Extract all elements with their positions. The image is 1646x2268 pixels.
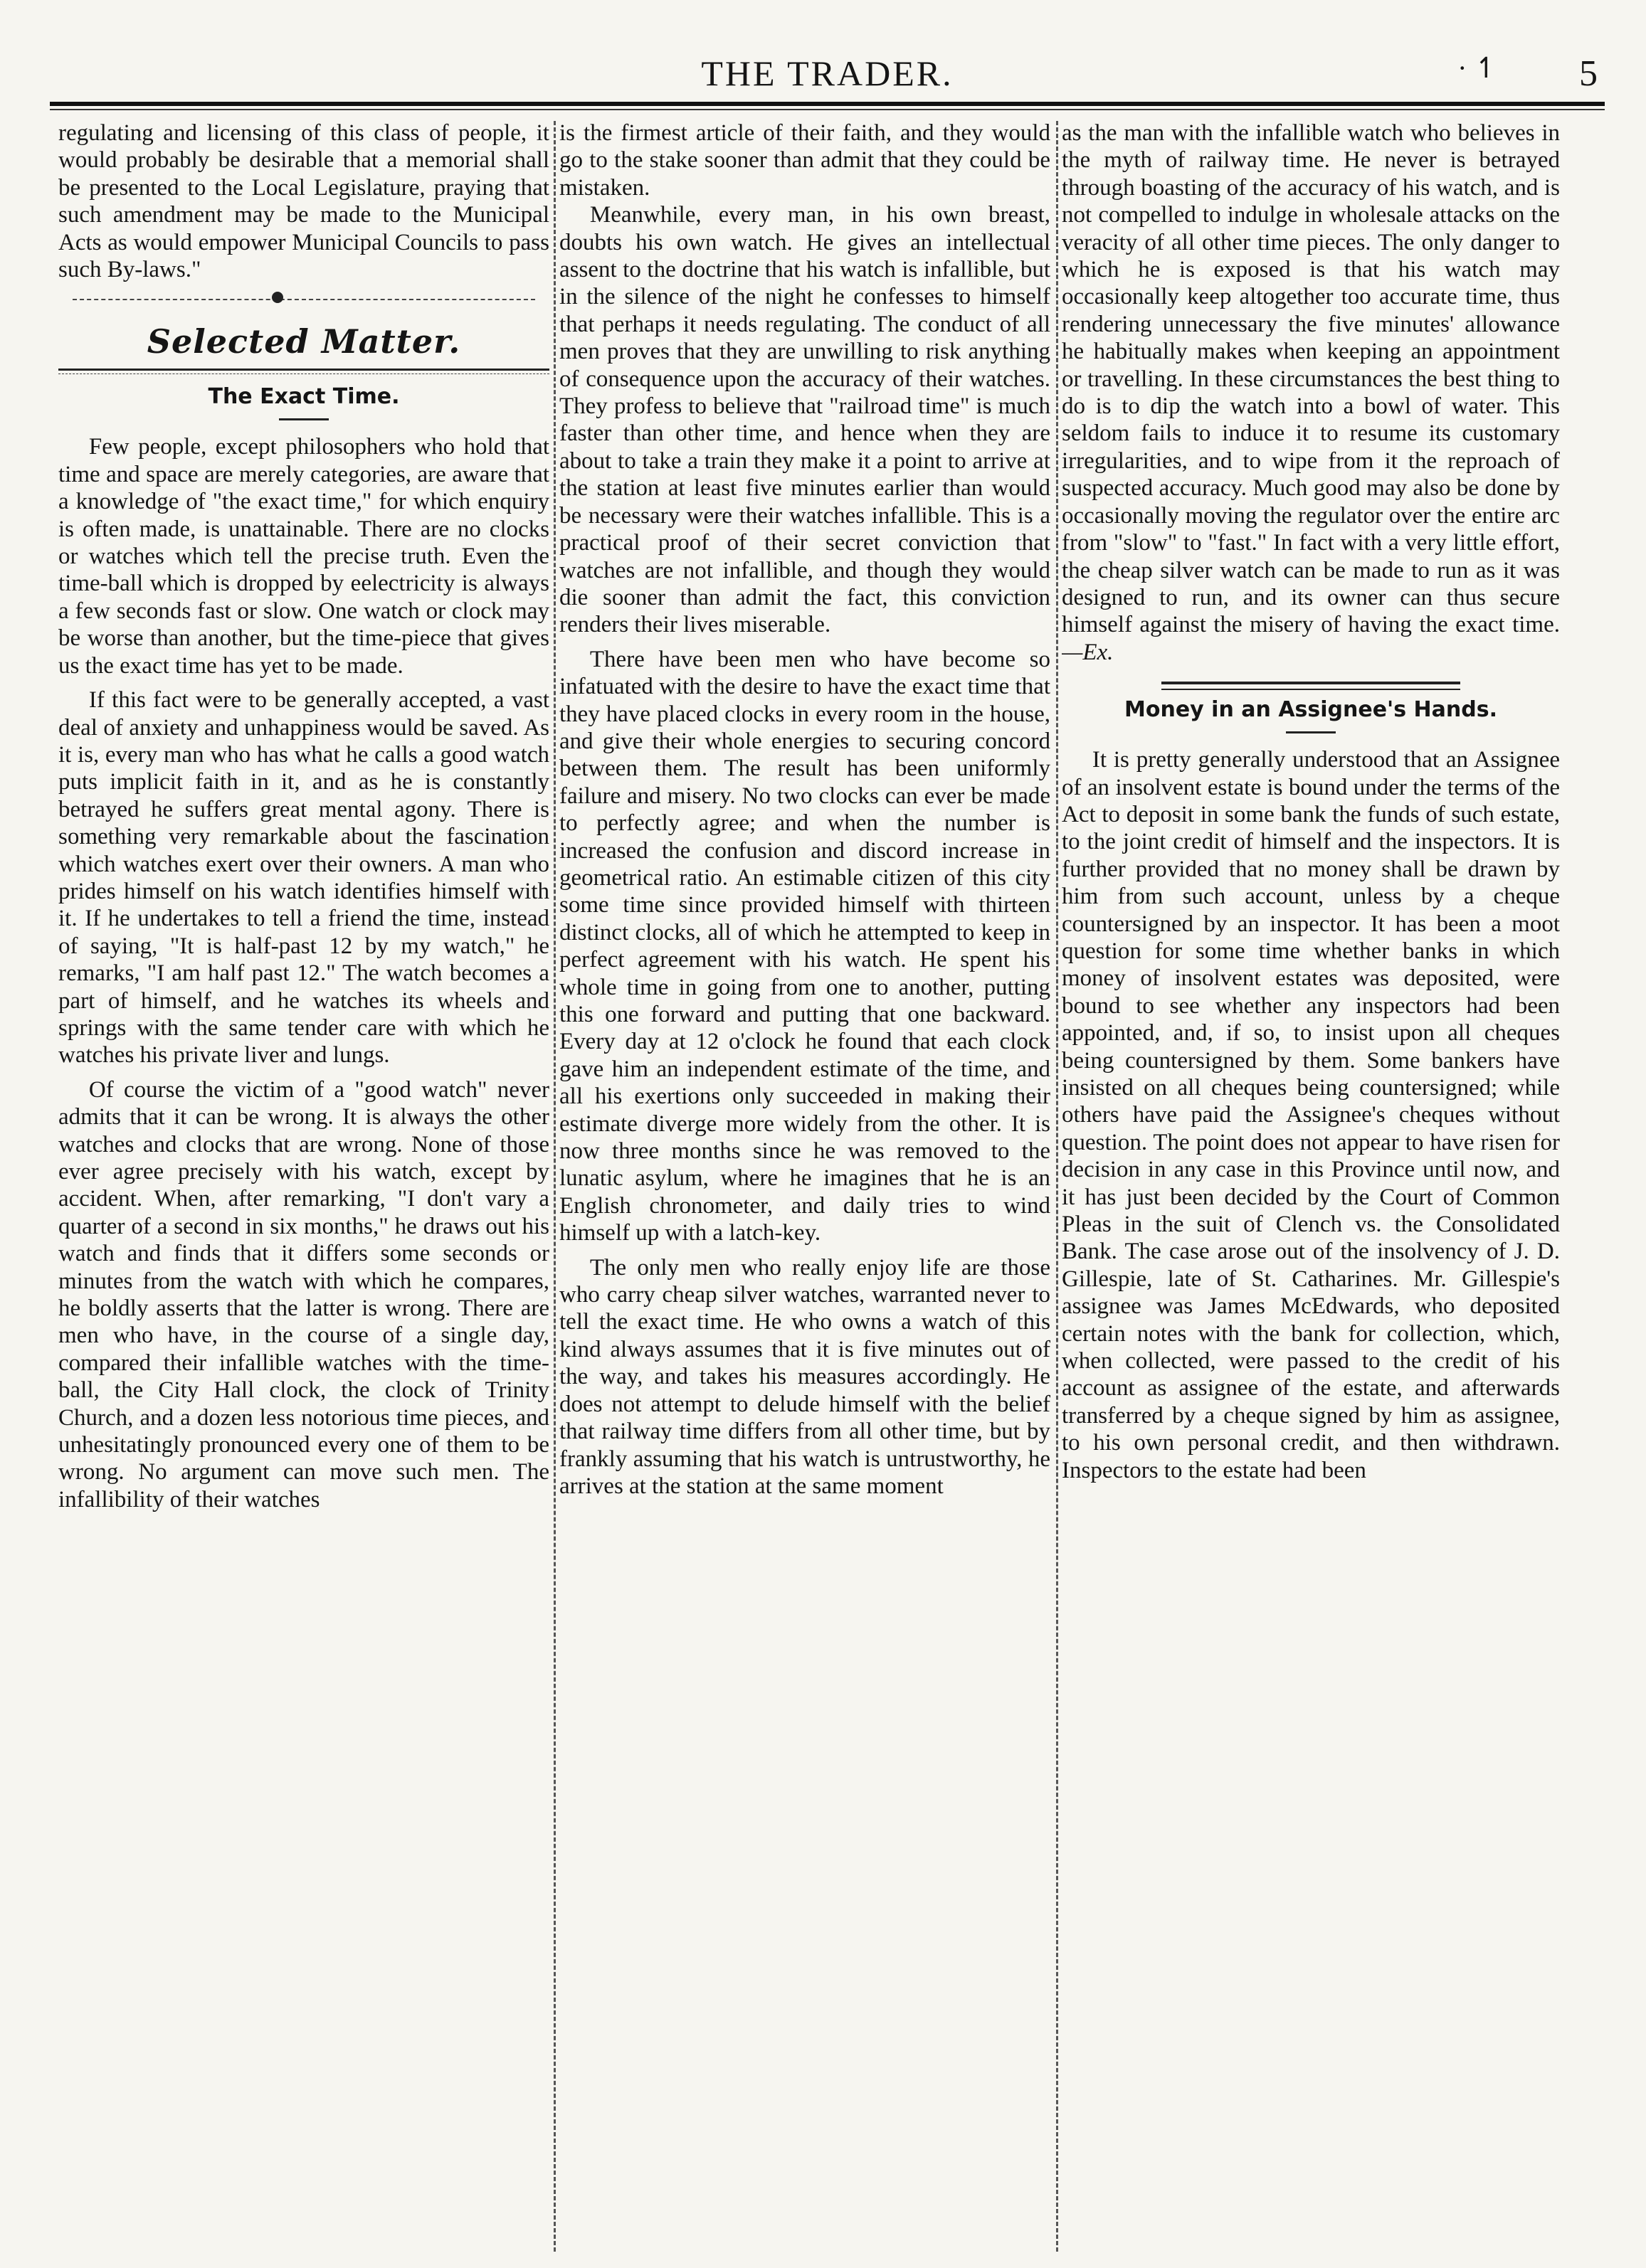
section-heading: Selected Matter. xyxy=(147,322,461,361)
masthead xyxy=(50,48,1605,100)
article-paragraph: Meanwhile, every man, in his own breast, doubts his own watch. He gives an intellectual assent to the doctrine that his watch is infallible, but in the silence of the night he confesses to himself that perhaps it needs regulating. The conduct of all men proves that they are unwilling to risk anything of consequence upon the accuracy of their watches. They profess to believe that "railroad time" is much faster than other time, and hence when they are about to take a train they make it a point to arrive at the station at least five minutes earlier than would be necessary were their watches infallible. This is a practical proof of their secret conviction that watches are not infallible, and though they would die sooner than admit the fact, this conviction renders their lives miserable. xyxy=(559,202,1050,638)
column-3 xyxy=(1062,120,1560,2254)
title-rule xyxy=(1286,731,1336,733)
article-paragraph: is the firmest article of their faith, and they would go to the stake sooner than admit that they could be mistaken. xyxy=(559,120,1050,201)
article-paragraph: There have been men who have become so infatuated with the desire to have the exact time that they have placed clocks in every room in the house, and give their whole energies to securing concord between them. The result has been uniformly failure and misery. No two clocks can ever be made to perfectly agree; and when the number is increased the confusion and discord increase in geometrical ratio. An estimable citizen of this city some time since provided himself with thirteen distinct clocks, all of which he attempted to keep in perfect agreement with his watch. He spent his whole time in going from one to another, putting this one forward and putting that one backward. Every day at 12 o'clock he found that each clock gave him an independent estimate of the time, and all his exertions only succeeded in making their estimate diverge more widely from the other. It is now three months since he was removed to the lunatic asylum, where he imagines that he is an English chronometer, and daily tries to wind himself up with a latch-key. xyxy=(559,646,1050,1246)
column-divider-2 xyxy=(1056,121,1058,2252)
section-rule xyxy=(58,369,549,374)
separator-bullet xyxy=(272,292,283,303)
article-paragraph: The only men who really enjoy life are those who carry cheap silver watches, warranted never to tell the exact time. He who owns a watch of this kind always assumes that it is five minutes out of the way, and takes his measures accordingly. He does not attempt to delude himself with the belief that railway time differs from all other time, but by frankly assuming that his watch is untrustworthy, he arrives at the station at the same moment xyxy=(559,1254,1050,1499)
newspaper-title: THE TRADER. xyxy=(701,53,954,93)
article-paragraph: Few people, except philosophers who hold that time and space are merely categories, are aware that a knowledge of "the exact time," for which enquiry is often made, is unattainable. There are no clocks or watches which tell the precise truth. Even the time-ball which is dropped by eelectricity is always a few seconds fast or slow. One watch or clock may be worse than another, but the time-piece that gives us the exact time has yet to be made. xyxy=(58,434,549,679)
article-title: Money in an Assignee's Hands. xyxy=(1124,697,1497,723)
article-paragraph: If this fact were to be generally accepted, a vast deal of anxiety and unhappiness would be saved. As it is, every man who has what he calls a good watch puts implicit faith in it, and as he is constantly betrayed he suffers great mental agony. There is something very remarkable about the fascination which watches exert over their owners. A man who prides himself on his watch identifies himself with it. If he undertakes to tell a friend the time, instead of saying, "It is half-past 12 by my watch," he remarks, "I am half past 12." The watch becomes a part of himself, and he watches its wheels and springs with the same tender care with which he watches his private liver and lungs. xyxy=(58,687,549,1069)
title-rule xyxy=(279,418,329,420)
masthead-rule xyxy=(50,102,1605,106)
article-paragraph: It is pretty generally understood that an Assignee of an insolvent estate is bound under the terms of the Act to deposit in some bank the funds of such estate, to the joint credit of himself and the inspectors. It is further provided that no money shall be drawn by him from such account, unless by a cheque countersigned by an inspector. It has been a moot question for some time whether banks in which money of insolvent estates was deposited, were bound to see whether any inspectors had been appointed, and, if so, to insist upon all cheques being countersigned by them. Some bankers have insisted on all cheques being countersigned; while others have paid the Assignee's cheques without question. The point does not appear to have risen for decision in any case in this Province until now, and it has just been decided by the Court of Common Pleas in the suit of Clench vs. the Consolidated Bank. The case arose out of the insolvency of J. D. Gillespie, late of St. Catharines. Mr. Gillespie's assignee was James McEdwards, who deposited certain notes with the bank for collection, which, when collected, were passed to the credit of his account as assignee of the estate, and afterwards transferred by a cheque signed by him as assignee, to his own personal credit, and then withdrawn. Inspectors to the estate had been xyxy=(1062,747,1560,1483)
column-divider-1 xyxy=(554,121,556,2252)
article-text: as the man with the infallible watch who believes in the myth of railway time. He never is betrayed through boasting of the accuracy of his watch, and is not compelled to indulge in wholesale attacks on the veracity of all other time pieces. The only danger to which he is exposed is that his watch may occasionally keep altogether too accurate time, thus rendering unnecessary the five minutes' allowance he habitually makes when keeping an appointment or travelling. In these circumstances the best thing to do is to dip the watch into a bowl of water. This seldom fails to induce it to resume its customary irregularities, and to wipe from it the reproach of suspected accuracy. Much good may also be done by occasionally moving the regulator over the entire arc from "slow" to "fast." In fact with a very little effort, the cheap silver watch can be made to run as it was designed to run, and its owner can thus secure himself against the misery of having the exact time. xyxy=(1062,120,1560,638)
column-2 xyxy=(559,120,1050,2254)
article-separator xyxy=(1161,682,1460,690)
masthead-mark: · ↿ xyxy=(1457,52,1498,84)
article-title: The Exact Time. xyxy=(208,384,400,410)
page-number: 5 xyxy=(1579,53,1598,94)
continued-text: regulating and licensing of this class of people, it would probably be desirable that a memorial shall be presented to the Local Legislature, praying that such amendment may be made to the Municipal Acts as would empower Municipal Councils to pass such By-laws." xyxy=(58,120,549,283)
article-paragraph xyxy=(1062,120,1560,666)
section-separator xyxy=(58,283,549,319)
article-paragraph: Of course the victim of a "good watch" never admits that it can be wrong. It is always the other watches and clocks that are wrong. None of those ever agree precisely with his watch, except by accident. When, after remarking, "I don't vary a quarter of a second in six months," he draws out his watch and finds that it differs some seconds or minutes from the watch with which he compares, he boldly asserts that the latter is wrong. There are men who have, in the course of a single day, compared their infallible watches with the time-ball, the City Hall clock, the clock of Trinity Church, and a dozen less notorious time pieces, and unhesitatingly pronounced every one of them to be wrong. No argument can move such men. The infallibility of their watches xyxy=(58,1076,549,1512)
masthead-rule-thin xyxy=(50,109,1605,110)
attribution: —Ex. xyxy=(1062,639,1114,665)
column-1 xyxy=(58,120,549,2254)
